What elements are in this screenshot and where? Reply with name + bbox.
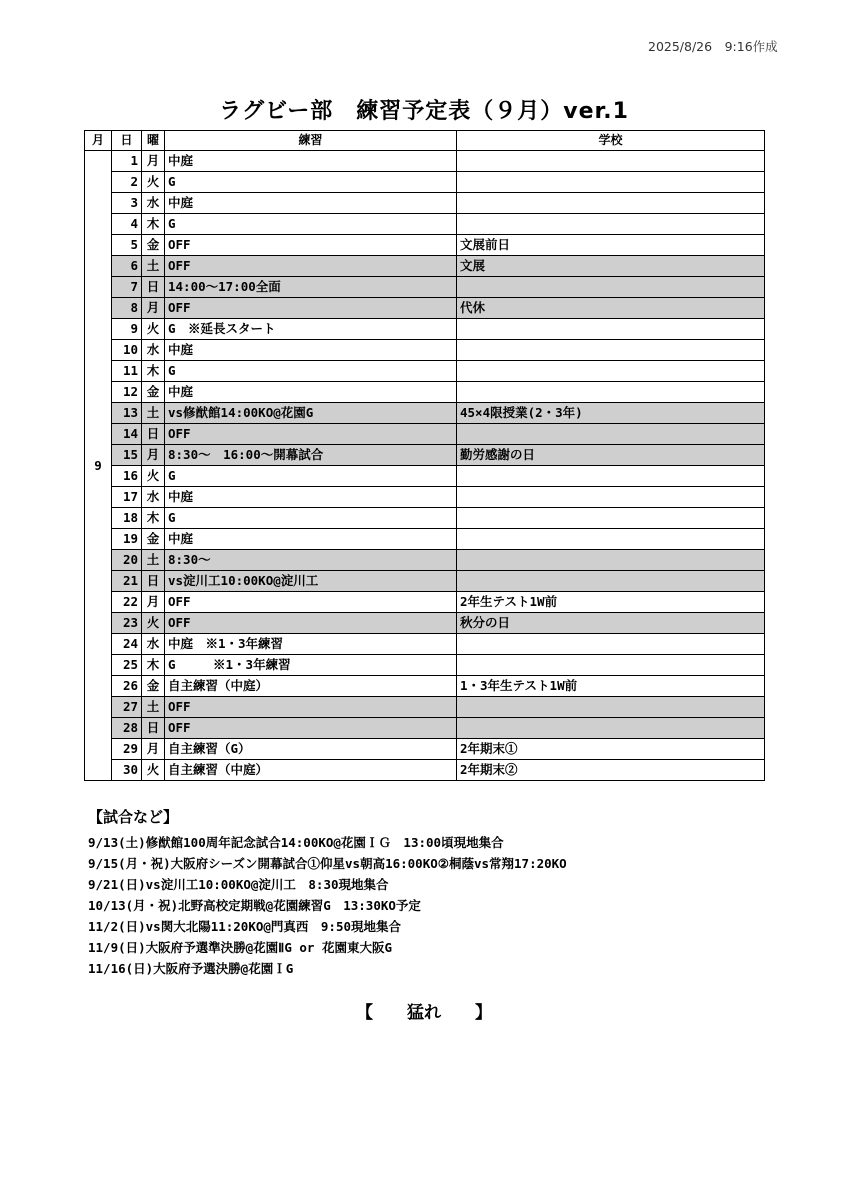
school-cell [457,151,765,172]
weekday-cell: 日 [142,424,165,445]
practice-cell: OFF [165,613,457,634]
practice-cell: G [165,361,457,382]
school-cell: 代休 [457,298,765,319]
day-cell: 22 [112,592,142,613]
schedule-table [84,130,765,781]
day-cell: 2 [112,172,142,193]
weekday-cell: 水 [142,487,165,508]
school-cell [457,340,765,361]
practice-cell: 中庭 [165,529,457,550]
weekday-cell: 日 [142,571,165,592]
notes-heading: 【試合など】 [88,808,179,826]
practice-cell: OFF [165,718,457,739]
practice-cell: G ※1・3年練習 [165,655,457,676]
schedule-body [85,151,765,781]
table-row [85,340,765,361]
practice-cell: G [165,508,457,529]
table-row [85,424,765,445]
school-cell [457,655,765,676]
weekday-cell: 火 [142,760,165,781]
day-cell: 8 [112,298,142,319]
day-cell: 30 [112,760,142,781]
school-cell [457,718,765,739]
header-weekday: 曜 [142,131,165,151]
day-cell: 23 [112,613,142,634]
day-cell: 6 [112,256,142,277]
school-cell [457,361,765,382]
weekday-cell: 土 [142,550,165,571]
table-row [85,151,765,172]
weekday-cell: 金 [142,676,165,697]
day-cell: 11 [112,361,142,382]
weekday-cell: 月 [142,298,165,319]
header-day: 日 [112,131,142,151]
day-cell: 29 [112,739,142,760]
day-cell: 5 [112,235,142,256]
practice-cell: 自主練習（G） [165,739,457,760]
day-cell: 3 [112,193,142,214]
weekday-cell: 水 [142,634,165,655]
weekday-cell: 水 [142,193,165,214]
day-cell: 12 [112,382,142,403]
table-row [85,298,765,319]
school-cell: 2年期末① [457,739,765,760]
school-cell [457,508,765,529]
practice-cell: vs淀川工10:00KO@淀川工 [165,571,457,592]
weekday-cell: 日 [142,718,165,739]
weekday-cell: 月 [142,592,165,613]
table-row [85,697,765,718]
practice-cell: 中庭 ※1・3年練習 [165,634,457,655]
school-cell: 2年期末② [457,760,765,781]
table-row [85,634,765,655]
day-cell: 7 [112,277,142,298]
weekday-cell: 木 [142,361,165,382]
school-cell [457,214,765,235]
school-cell [457,319,765,340]
header-school: 学校 [457,131,765,151]
practice-cell: 中庭 [165,151,457,172]
table-row [85,466,765,487]
school-cell: 45×4限授業(2・3年) [457,403,765,424]
school-cell [457,277,765,298]
practice-cell: 8:30～ 16:00～開幕試合 [165,445,457,466]
table-row [85,403,765,424]
practice-cell: G [165,172,457,193]
practice-cell: 中庭 [165,193,457,214]
practice-cell: vs修猷館14:00KO@花園G [165,403,457,424]
header-month: 月 [85,131,112,151]
school-cell [457,382,765,403]
day-cell: 19 [112,529,142,550]
table-row [85,256,765,277]
table-row [85,760,765,781]
weekday-cell: 土 [142,403,165,424]
day-cell: 9 [112,319,142,340]
practice-cell: 14:00～17:00全面 [165,277,457,298]
practice-cell: 自主練習（中庭） [165,676,457,697]
school-cell: 2年生テスト1W前 [457,592,765,613]
weekday-cell: 火 [142,613,165,634]
day-cell: 20 [112,550,142,571]
table-row [85,571,765,592]
practice-cell: 8:30～ [165,550,457,571]
day-cell: 13 [112,403,142,424]
practice-cell: OFF [165,697,457,718]
day-cell: 24 [112,634,142,655]
note-line: 9/21(日)vs淀川工10:00KO@淀川工 8:30現地集合 [88,877,389,892]
table-header-row [85,131,765,151]
practice-cell: G [165,214,457,235]
table-row [85,508,765,529]
created-timestamp: 2025/8/26 9:16作成 [648,39,778,54]
notes-list [88,832,788,979]
table-row [85,382,765,403]
school-cell [457,487,765,508]
practice-cell: 中庭 [165,487,457,508]
day-cell: 1 [112,151,142,172]
day-cell: 18 [112,508,142,529]
practice-cell: 中庭 [165,382,457,403]
weekday-cell: 木 [142,508,165,529]
school-cell [457,424,765,445]
school-cell: 秋分の日 [457,613,765,634]
table-row [85,277,765,298]
table-row [85,214,765,235]
note-line: 10/13(月・祝)北野高校定期戦@花園練習G 13:30KO予定 [88,898,421,913]
weekday-cell: 火 [142,466,165,487]
month-cell: 9 [85,151,112,781]
weekday-cell: 金 [142,382,165,403]
school-cell: 文展 [457,256,765,277]
table-row [85,445,765,466]
weekday-cell: 金 [142,235,165,256]
cheer-slogan: 【 猛れ 】 [356,1003,492,1023]
school-cell [457,634,765,655]
school-cell: 文展前日 [457,235,765,256]
header-practice: 練習 [165,131,457,151]
day-cell: 27 [112,697,142,718]
day-cell: 17 [112,487,142,508]
practice-cell: 自主練習（中庭） [165,760,457,781]
school-cell [457,571,765,592]
practice-cell: OFF [165,592,457,613]
table-row [85,613,765,634]
day-cell: 15 [112,445,142,466]
school-cell [457,697,765,718]
weekday-cell: 木 [142,214,165,235]
table-row [85,172,765,193]
practice-cell: OFF [165,298,457,319]
day-cell: 25 [112,655,142,676]
school-cell [457,466,765,487]
weekday-cell: 水 [142,340,165,361]
weekday-cell: 土 [142,697,165,718]
table-row [85,718,765,739]
note-line: 11/16(日)大阪府予選決勝@花園ＩG [88,961,294,976]
page-title: ラグビー部 練習予定表（９月）ver.1 [219,99,629,124]
practice-cell: G ※延長スタート [165,319,457,340]
school-cell: 勤労感謝の日 [457,445,765,466]
table-row [85,655,765,676]
table-row [85,235,765,256]
table-row [85,550,765,571]
table-row [85,193,765,214]
note-line: 9/13(土)修猷館100周年記念試合14:00KO@花園ＩＧ 13:00頃現地集合 [88,835,504,850]
note-line: 11/9(日)大阪府予選準決勝@花園ⅡG or 花園東大阪G [88,940,392,955]
school-cell [457,172,765,193]
weekday-cell: 月 [142,151,165,172]
school-cell: 1・3年生テスト1W前 [457,676,765,697]
notes-section [88,806,788,979]
day-cell: 26 [112,676,142,697]
weekday-cell: 火 [142,172,165,193]
table-row [85,529,765,550]
day-cell: 21 [112,571,142,592]
note-line: 9/15(月・祝)大阪府シーズン開幕試合①仰星vs朝高16:00KO②桐蔭vs常翔17:20KO [88,856,567,871]
day-cell: 4 [112,214,142,235]
weekday-cell: 日 [142,277,165,298]
practice-cell: OFF [165,235,457,256]
day-cell: 10 [112,340,142,361]
practice-cell: OFF [165,424,457,445]
practice-cell: OFF [165,256,457,277]
school-cell [457,550,765,571]
table-row [85,487,765,508]
table-row [85,319,765,340]
table-row [85,739,765,760]
school-cell [457,193,765,214]
weekday-cell: 火 [142,319,165,340]
school-cell [457,529,765,550]
day-cell: 28 [112,718,142,739]
weekday-cell: 土 [142,256,165,277]
weekday-cell: 金 [142,529,165,550]
table-row [85,676,765,697]
table-row [85,361,765,382]
note-line: 11/2(日)vs関大北陽11:20KO@門真西 9:50現地集合 [88,919,402,934]
table-row [85,592,765,613]
practice-cell: 中庭 [165,340,457,361]
weekday-cell: 木 [142,655,165,676]
weekday-cell: 月 [142,739,165,760]
practice-cell: G [165,466,457,487]
day-cell: 16 [112,466,142,487]
weekday-cell: 月 [142,445,165,466]
day-cell: 14 [112,424,142,445]
